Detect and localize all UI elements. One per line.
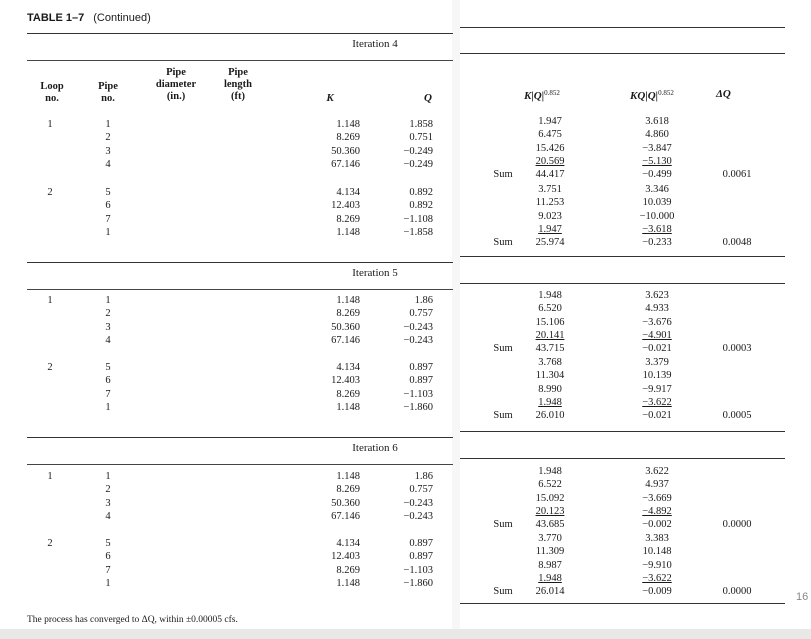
kqq-value: 4.937 <box>645 479 669 490</box>
pipe-number: 1 <box>105 578 111 589</box>
k-value: 67.146 <box>331 511 360 522</box>
loop-number: 1 <box>47 119 53 130</box>
k-value: 8.269 <box>336 565 360 576</box>
kqq-value: 3.622 <box>645 466 669 477</box>
kq-value: 3.751 <box>538 184 562 195</box>
kq-value: 1.947 <box>538 224 562 235</box>
k-value: 4.134 <box>336 187 360 198</box>
delta-q: 0.0048 <box>722 237 752 248</box>
rule-iteration <box>27 60 453 61</box>
q-value: −0.243 <box>403 322 433 333</box>
sum-kqq: −0.021 <box>642 410 672 421</box>
kqq-value: −4.892 <box>642 506 672 517</box>
pipe-number: 3 <box>105 498 111 509</box>
rule-iteration-top-right <box>460 256 785 257</box>
rule-top-left <box>27 33 453 34</box>
sum-kq: 26.014 <box>535 586 565 597</box>
kq-value: 3.770 <box>538 533 562 544</box>
q-value: −0.249 <box>403 146 433 157</box>
q-value: 0.897 <box>409 538 433 549</box>
kqq-value: −3.622 <box>642 573 672 584</box>
sum-kqq: −0.021 <box>642 343 672 354</box>
pipe-number: 2 <box>105 484 111 495</box>
q-value: 0.757 <box>409 308 433 319</box>
kqq-value: 4.860 <box>645 129 669 140</box>
kq-value: 3.768 <box>538 357 562 368</box>
header-loop <box>30 81 74 105</box>
rule-iteration-top <box>27 437 453 438</box>
pipe-number: 7 <box>105 389 111 400</box>
kq-value: 1.948 <box>538 290 562 301</box>
k-value: 50.360 <box>331 146 360 157</box>
k-value: 12.403 <box>331 200 360 211</box>
delta-q: 0.0005 <box>722 410 752 421</box>
kq-value: 9.023 <box>538 211 562 222</box>
pipe-number: 1 <box>105 295 111 306</box>
pipe-number: 4 <box>105 159 111 170</box>
q-value: −1.108 <box>403 214 433 225</box>
kq-value: 6.475 <box>538 129 562 140</box>
q-value: −0.249 <box>403 159 433 170</box>
header-length <box>214 67 262 103</box>
sum-label: Sum <box>493 586 513 597</box>
kq-value: 11.309 <box>535 546 565 557</box>
header-kq-exp: 0.852 <box>544 89 560 97</box>
sum-kq: 25.974 <box>535 237 565 248</box>
rule-iteration-top-right <box>460 431 785 432</box>
k-value: 1.148 <box>336 402 360 413</box>
header-diameter <box>148 67 204 103</box>
sum-kqq: −0.002 <box>642 519 672 530</box>
footnote: The process has converged to ΔQ, within ±0.00005 cfs. <box>27 615 238 625</box>
q-value: −0.243 <box>403 511 433 522</box>
kqq-value: 10.039 <box>642 197 672 208</box>
kq-value: 15.106 <box>535 317 565 328</box>
page-number: 16 <box>796 591 809 603</box>
pipe-number: 6 <box>105 551 111 562</box>
pipe-number: 3 <box>105 322 111 333</box>
k-value: 8.269 <box>336 308 360 319</box>
iteration-label: Iteration 4 <box>352 38 398 50</box>
header-kq-text: K|Q| <box>524 90 545 102</box>
kq-value: 20.123 <box>535 506 565 517</box>
q-value: 0.892 <box>409 200 433 211</box>
q-value: 0.892 <box>409 187 433 198</box>
header-kqq-exp: 0.852 <box>658 89 674 97</box>
header-kqq-text: KQ|Q| <box>630 90 659 102</box>
scan-edge <box>0 629 811 639</box>
sum-label: Sum <box>493 169 513 180</box>
k-value: 1.148 <box>336 227 360 238</box>
q-value: 1.858 <box>409 119 433 130</box>
q-value: −1.858 <box>403 227 433 238</box>
rule-header-right <box>460 53 785 54</box>
k-value: 67.146 <box>331 159 360 170</box>
kqq-value: −3.676 <box>642 317 672 328</box>
pipe-number: 1 <box>105 119 111 130</box>
header-kq <box>524 86 560 104</box>
iteration-label: Iteration 5 <box>352 267 398 279</box>
rule-bottom-right <box>460 603 785 604</box>
k-value: 50.360 <box>331 322 360 333</box>
pipe-number: 7 <box>105 214 111 225</box>
header-q: Q <box>424 92 432 104</box>
kqq-value: −4.901 <box>642 330 672 341</box>
q-value: −0.243 <box>403 335 433 346</box>
pipe-number: 4 <box>105 511 111 522</box>
loop-number: 2 <box>47 187 53 198</box>
rule-iteration <box>27 289 453 290</box>
kq-value: 11.304 <box>535 370 565 381</box>
header-diameter-line2: diameter <box>155 79 197 90</box>
header-loop-line1: Loop <box>40 81 64 92</box>
header-pipe-line1: Pipe <box>98 81 118 92</box>
kqq-value: 3.379 <box>645 357 669 368</box>
pipe-number: 5 <box>105 187 111 198</box>
pipe-number: 4 <box>105 335 111 346</box>
pipe-number: 2 <box>105 308 111 319</box>
header-dq: ΔQ <box>716 88 731 100</box>
k-value: 50.360 <box>331 498 360 509</box>
q-value: 0.757 <box>409 484 433 495</box>
kq-value: 6.520 <box>538 303 562 314</box>
q-value: 0.897 <box>409 362 433 373</box>
header-k: K <box>326 92 334 104</box>
sum-kqq: −0.009 <box>642 586 672 597</box>
kq-value: 6.522 <box>538 479 562 490</box>
q-value: 1.86 <box>414 471 433 482</box>
sum-kq: 43.715 <box>535 343 565 354</box>
kqq-value: −10.000 <box>639 211 675 222</box>
loop-number: 2 <box>47 362 53 373</box>
kqq-value: 3.623 <box>645 290 669 301</box>
sum-kqq: −0.233 <box>642 237 672 248</box>
delta-q: 0.0000 <box>722 586 752 597</box>
k-value: 12.403 <box>331 551 360 562</box>
k-value: 8.269 <box>336 132 360 143</box>
header-loop-line2: no. <box>45 93 59 104</box>
q-value: −1.103 <box>403 389 433 400</box>
kq-value: 15.426 <box>535 143 565 154</box>
k-value: 8.269 <box>336 389 360 400</box>
header-diameter-line1: Pipe <box>166 67 186 78</box>
kqq-value: −3.618 <box>642 224 672 235</box>
q-value: −0.243 <box>403 498 433 509</box>
kqq-value: 4.933 <box>645 303 669 314</box>
q-value: 0.897 <box>409 551 433 562</box>
kq-value: 1.948 <box>538 397 562 408</box>
loop-number: 2 <box>47 538 53 549</box>
q-value: 0.897 <box>409 375 433 386</box>
q-value: 1.86 <box>414 295 433 306</box>
kq-value: 1.948 <box>538 466 562 477</box>
rule-iteration <box>27 464 453 465</box>
header-pipe <box>86 81 130 105</box>
sum-label: Sum <box>493 410 513 421</box>
k-value: 4.134 <box>336 538 360 549</box>
pipe-number: 6 <box>105 375 111 386</box>
kq-value: 1.948 <box>538 573 562 584</box>
kq-value: 15.092 <box>535 493 565 504</box>
kqq-value: −9.917 <box>642 384 672 395</box>
sum-kq: 44.417 <box>535 169 565 180</box>
kqq-value: 3.383 <box>645 533 669 544</box>
pipe-number: 6 <box>105 200 111 211</box>
rule-iteration-right <box>460 458 785 459</box>
kq-value: 11.253 <box>535 197 565 208</box>
pipe-number: 2 <box>105 132 111 143</box>
loop-number: 1 <box>47 295 53 306</box>
kq-value: 1.947 <box>538 116 562 127</box>
sum-kqq: −0.499 <box>642 169 672 180</box>
pipe-number: 1 <box>105 471 111 482</box>
kq-value: 8.987 <box>538 560 562 571</box>
sum-label: Sum <box>493 519 513 530</box>
q-value: −1.860 <box>403 578 433 589</box>
kqq-value: 10.139 <box>642 370 672 381</box>
table-title-id: TABLE 1–7 <box>27 12 85 24</box>
header-length-line3: (ft) <box>231 91 245 102</box>
rule-iteration-top <box>27 262 453 263</box>
kqq-value: 3.346 <box>645 184 669 195</box>
k-value: 1.148 <box>336 119 360 130</box>
q-value: 0.751 <box>409 132 433 143</box>
kqq-value: −3.622 <box>642 397 672 408</box>
kqq-value: 10.148 <box>642 546 672 557</box>
header-pipe-line2: no. <box>101 93 115 104</box>
header-kqq <box>630 86 674 104</box>
pipe-number: 5 <box>105 538 111 549</box>
pipe-number: 7 <box>105 565 111 576</box>
kqq-value: −9.910 <box>642 560 672 571</box>
table-title <box>27 12 151 24</box>
delta-q: 0.0061 <box>722 169 752 180</box>
sum-kq: 26.010 <box>535 410 565 421</box>
pipe-number: 1 <box>105 402 111 413</box>
kq-value: 20.569 <box>535 156 565 167</box>
pipe-number: 1 <box>105 227 111 238</box>
kqq-value: −3.847 <box>642 143 672 154</box>
k-value: 67.146 <box>331 335 360 346</box>
k-value: 1.148 <box>336 471 360 482</box>
k-value: 1.148 <box>336 295 360 306</box>
rule-top-right <box>460 27 785 28</box>
q-value: −1.860 <box>403 402 433 413</box>
loop-number: 1 <box>47 471 53 482</box>
sum-label: Sum <box>493 237 513 248</box>
rule-iteration-right <box>460 283 785 284</box>
header-length-line1: Pipe <box>228 67 248 78</box>
kqq-value: −5.130 <box>642 156 672 167</box>
k-value: 12.403 <box>331 375 360 386</box>
delta-q: 0.0000 <box>722 519 752 530</box>
q-value: −1.103 <box>403 565 433 576</box>
table-title-note: (Continued) <box>93 12 151 24</box>
header-length-line2: length <box>223 79 252 90</box>
k-value: 4.134 <box>336 362 360 373</box>
pipe-number: 5 <box>105 362 111 373</box>
k-value: 1.148 <box>336 578 360 589</box>
k-value: 8.269 <box>336 484 360 495</box>
kq-value: 8.990 <box>538 384 562 395</box>
header-diameter-line3: (in.) <box>166 91 186 102</box>
kqq-value: −3.669 <box>642 493 672 504</box>
sum-label: Sum <box>493 343 513 354</box>
page-gutter <box>452 0 460 629</box>
delta-q: 0.0003 <box>722 343 752 354</box>
kqq-value: 3.618 <box>645 116 669 127</box>
kq-value: 20.141 <box>535 330 565 341</box>
k-value: 8.269 <box>336 214 360 225</box>
iteration-label: Iteration 6 <box>352 442 398 454</box>
pipe-number: 3 <box>105 146 111 157</box>
sum-kq: 43.685 <box>535 519 565 530</box>
